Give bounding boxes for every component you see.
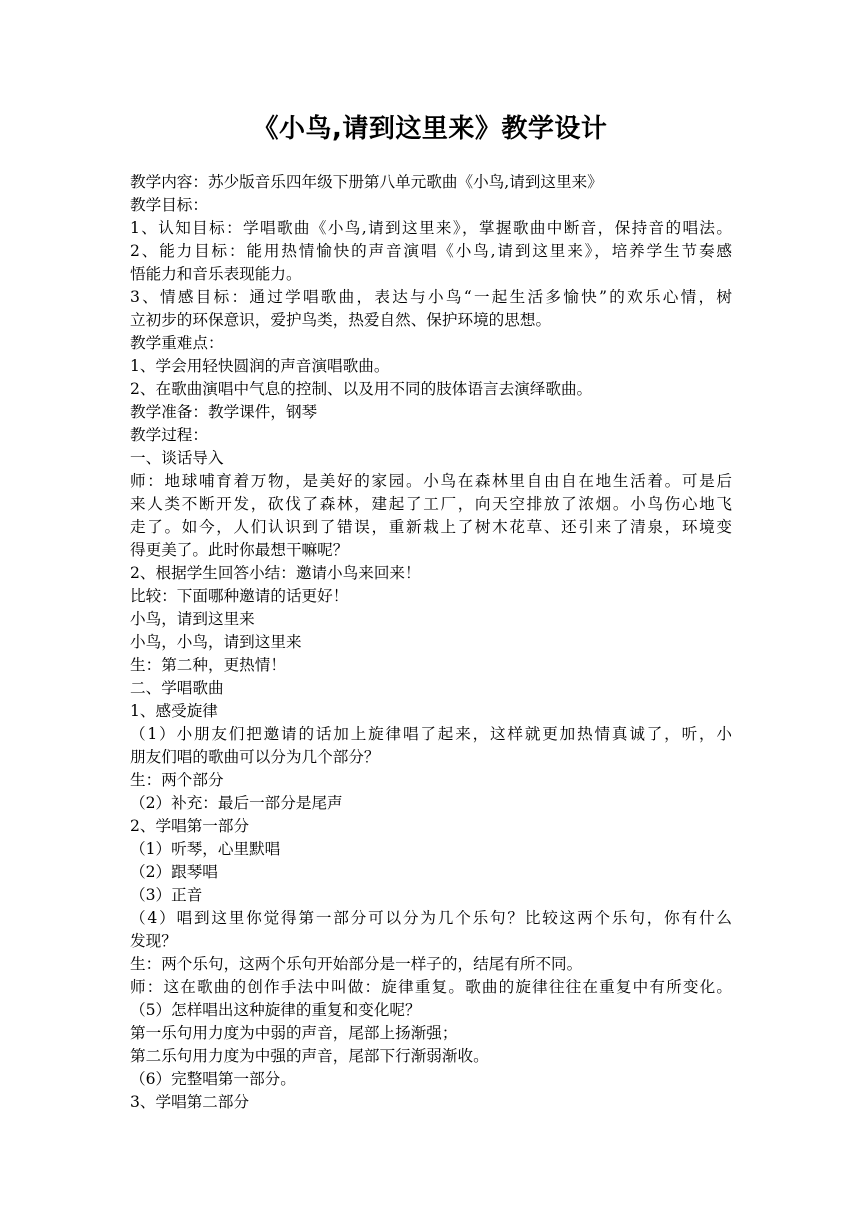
text-line: （5）怎样唱出这种旋律的重复和变化呢？ [130,1001,421,1019]
text-line: 小鸟，小鸟，请到这里来 [130,633,302,651]
text-line: 朋友们唱的歌曲可以分为几个部分？ [130,748,380,766]
text-line: （4）唱到这里你觉得第一部分可以分为几个乐句？比较这两个乐句，你有什么 [130,909,732,927]
text-line: （2）跟琴唱 [130,863,218,881]
text-line: 生：第二种，更热情！ [130,656,286,674]
text-line: 3、学唱第二部分 [130,1093,250,1111]
text-line: （2）补充：最后一部分是尾声 [130,794,343,812]
text-line: 得更美了。此时你最想干嘛呢？ [130,541,349,559]
text-line: 2、能力目标：能用热情愉快的声音演唱《小鸟,请到这里来》，培养学生节奏感 [130,242,732,260]
text-line: 立初步的环保意识，爱护鸟类，热爱自然、保护环境的思想。 [130,311,552,329]
text-line: 1、感受旋律 [130,702,218,720]
text-line: 小鸟，请到这里来 [130,610,255,628]
text-line: 发现？ [130,932,177,950]
text-line: 一、谈话导入 [130,449,224,467]
text-line: 师：这在歌曲的创作手法中叫做：旋律重复。歌曲的旋律往往在重复中有所变化。 [130,978,732,996]
text-line: 二、学唱歌曲 [130,679,224,697]
text-line: 3、情感目标：通过学唱歌曲，表达与小鸟“一起生活多愉快”的欢乐心情，树 [130,288,732,306]
text-line: 第一乐句用力度为中弱的声音，尾部上扬渐强； [130,1024,458,1042]
text-line: 1、认知目标：学唱歌曲《小鸟,请到这里来》，掌握歌曲中断音，保持音的唱法。 [130,219,732,237]
text-line: 比较：下面哪种邀请的话更好！ [130,587,349,605]
text-line: 2、在歌曲演唱中气息的控制、以及用不同的肢体语言去演绎歌曲。 [130,380,593,398]
text-line: 教学内容：苏少版音乐四年级下册第八单元歌曲《小鸟,请到这里来》 [130,173,603,191]
text-line: 生：两个部分 [130,771,224,789]
text-line: （1）听琴，心里默唱 [130,840,281,858]
text-line: 走了。如今，人们认识到了错误，重新栽上了树木花草、还引来了清泉，环境变 [130,518,732,536]
text-line: （1）小朋友们把邀请的话加上旋律唱了起来，这样就更加热情真诚了，听，小 [130,725,732,743]
page-title: 《小鸟,请到这里来》教学设计 [252,114,608,144]
text-line: 1、学会用轻快圆润的声音演唱歌曲。 [130,357,390,375]
text-line: （6）完整唱第一部分。 [130,1070,296,1088]
text-line: 教学过程： [130,426,208,444]
text-line: 教学准备：教学课件，钢琴 [130,403,318,421]
document-body [130,171,732,1114]
text-line: 2、根据学生回答小结：邀请小鸟来回来！ [130,564,421,582]
text-line: 教学重难点： [130,334,224,352]
text-line: 师：地球哺育着万物，是美好的家园。小鸟在森林里自由自在地生活着。可是后 [130,472,732,490]
text-line: 生：两个乐句，这两个乐句开始部分是一样子的，结尾有所不同。 [130,955,583,973]
text-line: 2、学唱第一部分 [130,817,250,835]
text-line: 第二乐句用力度为中强的声音，尾部下行渐弱渐收。 [130,1047,489,1065]
text-line: 悟能力和音乐表现能力。 [130,265,302,283]
text-line: 来人类不断开发，砍伐了森林，建起了工厂，向天空排放了浓烟。小鸟伤心地飞 [130,495,732,513]
text-line: 教学目标： [130,196,208,214]
text-line: （3）正音 [130,886,203,904]
